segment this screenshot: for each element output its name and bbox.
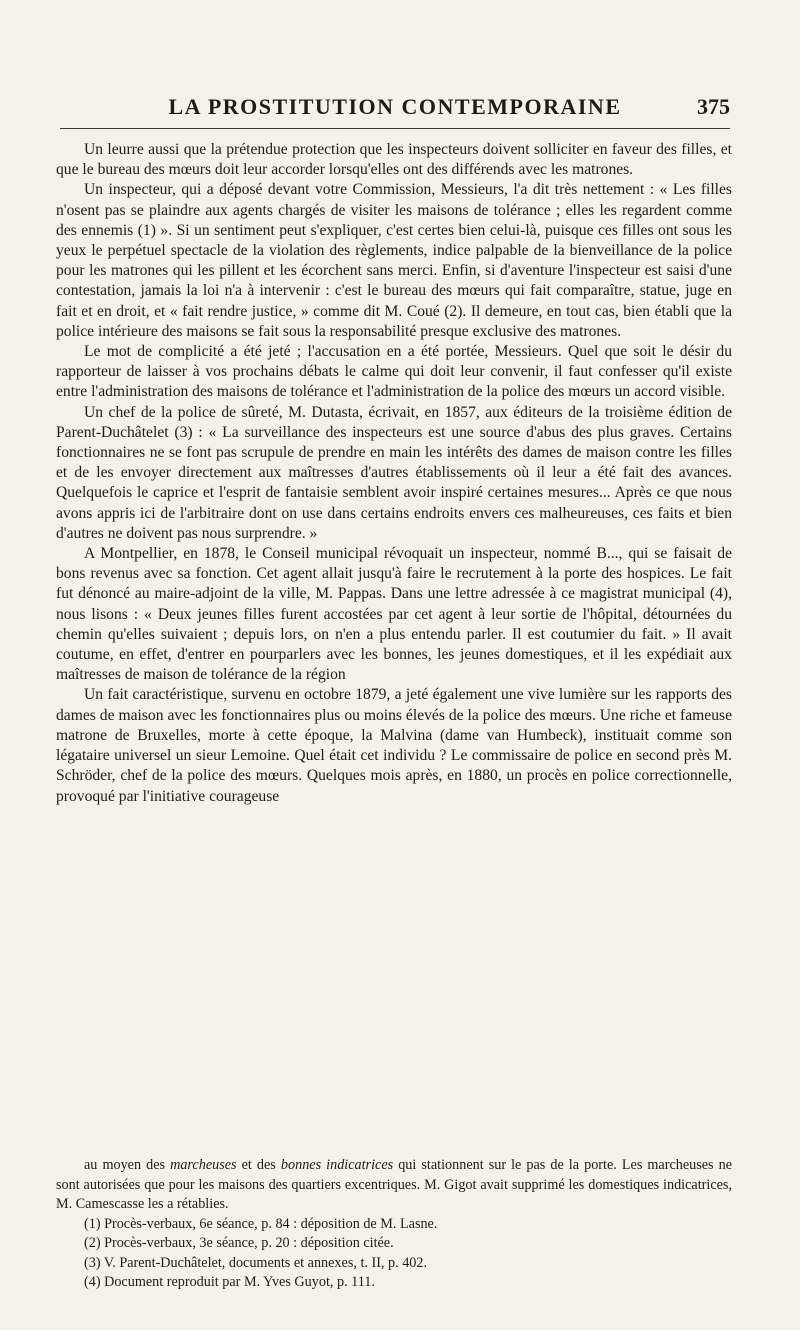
footnote: (3) V. Parent-Duchâtelet, documents et annexes, t. II, p. 402.: [84, 1254, 428, 1271]
footnote-text: et des: [241, 1157, 276, 1173]
body-text: [56, 140, 732, 807]
footnote: (4) Document reproduit par M. Yves Guyot, p. 111.: [84, 1274, 375, 1290]
page-number: 375: [697, 94, 730, 119]
header-rule: [60, 128, 730, 129]
footnote: (1) Procès-verbaux, 6e séance, p. 84 : déposition de M. Lasne.: [84, 1215, 438, 1232]
paragraph: Le mot de complicité a été jeté ; l'accusation en a été portée, Messieurs. Quel que soit le désir du rapporteur de laisser à vos prochains débats le calme qui doit leur convenir, il faut confesser qu'il existe entre l'administration des maisons de tolérance et l'administration de la police des mœurs un accord visible.: [56, 343, 732, 401]
footnote-text: qui stationnent sur le pas de la porte. Les marcheuses ne sont autorisées que pour les maisons des quartiers excentriques. M. Gigot avait supprimé les domestiques indicatrices, M. Camescasse les a rétablies.: [56, 1157, 733, 1212]
footnote: (2) Procès-verbaux, 3e séance, p. 20 : déposition citée.: [84, 1235, 394, 1251]
footnote-italic-term: marcheuses: [170, 1157, 237, 1173]
paragraph: Un leurre aussi que la prétendue protection que les inspecteurs doivent solliciter en faveur des filles, et que le bureau des mœurs doit leur accorder lorsqu'elles ont des différends avec les matrones.: [56, 141, 732, 179]
paragraph: Un inspecteur, qui a déposé devant votre Commission, Messieurs, l'a dit très nettement : « Les filles n'osent pas se plaindre aux agents chargés de visiter les maisons de tolérance ; elles les regardent comme des ennemis (1) ». Si un sentiment peut s'expliquer, c'est certes bien celui-là, puisque ces filles ont sous les yeux le perpétuel spectacle de la violation des règlements, indice palpable de la bienveillance de la police pour les matrones qui les pillent et les écorchent sans merci. Enfin, si d'aventure l'inspecteur est saisi d'une contestation, jamais la loi n'a à intervenir : c'est le bureau des mœurs qui fait comparaître, statue, juge en fait et en droit, et « fait rendre justice, » comme dit M. Coué (2). Il demeure, en tout cas, bien établi que la police intérieure des maisons se fait sous la responsabilité presque exclusive des matrones.: [56, 181, 732, 340]
footnotes: [56, 1156, 732, 1293]
running-title: LA PROSTITUTION CONTEMPORAINE: [168, 94, 622, 119]
paragraph: Un chef de la police de sûreté, M. Dutasta, écrivait, en 1857, aux éditeurs de la troisième édition de Parent-Duchâtelet (3) : « La surveillance des inspecteurs est une source d'abus des plus graves. Certains fonctionnaires ne se font pas scrupule de prendre en main les intérêts des dames de maison contre les filles et de les envoyer directement aux maîtresses d'autres établissements où il leur a été fait des avances. Quelquefois le caprice et l'esprit de fantaisie semblent avoir inspiré certaines mesures... Après ce que nous avons appris ici de l'arbitraire dont on use dans certains endroits envers ces malheureuses, ces faits et bien d'autres ne doivent pas nous surprendre. »: [56, 403, 732, 542]
footnote-italic-term: bonnes indicatrices: [280, 1157, 394, 1173]
page-header: [60, 94, 730, 128]
paragraph: Un fait caractéristique, survenu en octobre 1879, a jeté également une vive lumière sur les rapports des dames de maison avec les fonctionnaires plus ou moins élevés de la police des mœurs. Une riche et fameuse matrone de Bruxelles, morte à cette époque, la Malvina (dame van Humbeck), instituait comme son légataire universel un sieur Lemoine. Quel était cet individu ? Le commissaire de police en second près M. Schröder, chef de la police des mœurs. Quelques mois après, en 1880, un procès en police correctionnelle, provoqué par l'initiative courageuse: [56, 686, 732, 805]
footnote-continuation: [56, 1156, 732, 1215]
footnote-text: au moyen des: [84, 1157, 166, 1173]
paragraph: A Montpellier, en 1878, le Conseil municipal révoquait un inspecteur, nommé B..., qui se faisait de bons revenus avec sa fonction. Cet agent allait jusqu'à faire le recrutement à la porte des hospices. Le fait fut dénoncé au maire-adjoint de la ville, M. Pappas. Dans une lettre adressée à ce magistrat municipal (4), nous lisons : « Deux jeunes filles furent accostées par cet agent à leur sortie de l'hôpital, détournées du chemin qu'elles suivaient ; depuis lors, on n'en a plus entendu parler. Il est coutumier du fait. » Il avait coutume, en effet, d'entrer en pourparlers avec les bonnes, les jeunes domestiques, et il les expédiait aux maîtresses de maison de tolérance de la région: [56, 545, 732, 684]
